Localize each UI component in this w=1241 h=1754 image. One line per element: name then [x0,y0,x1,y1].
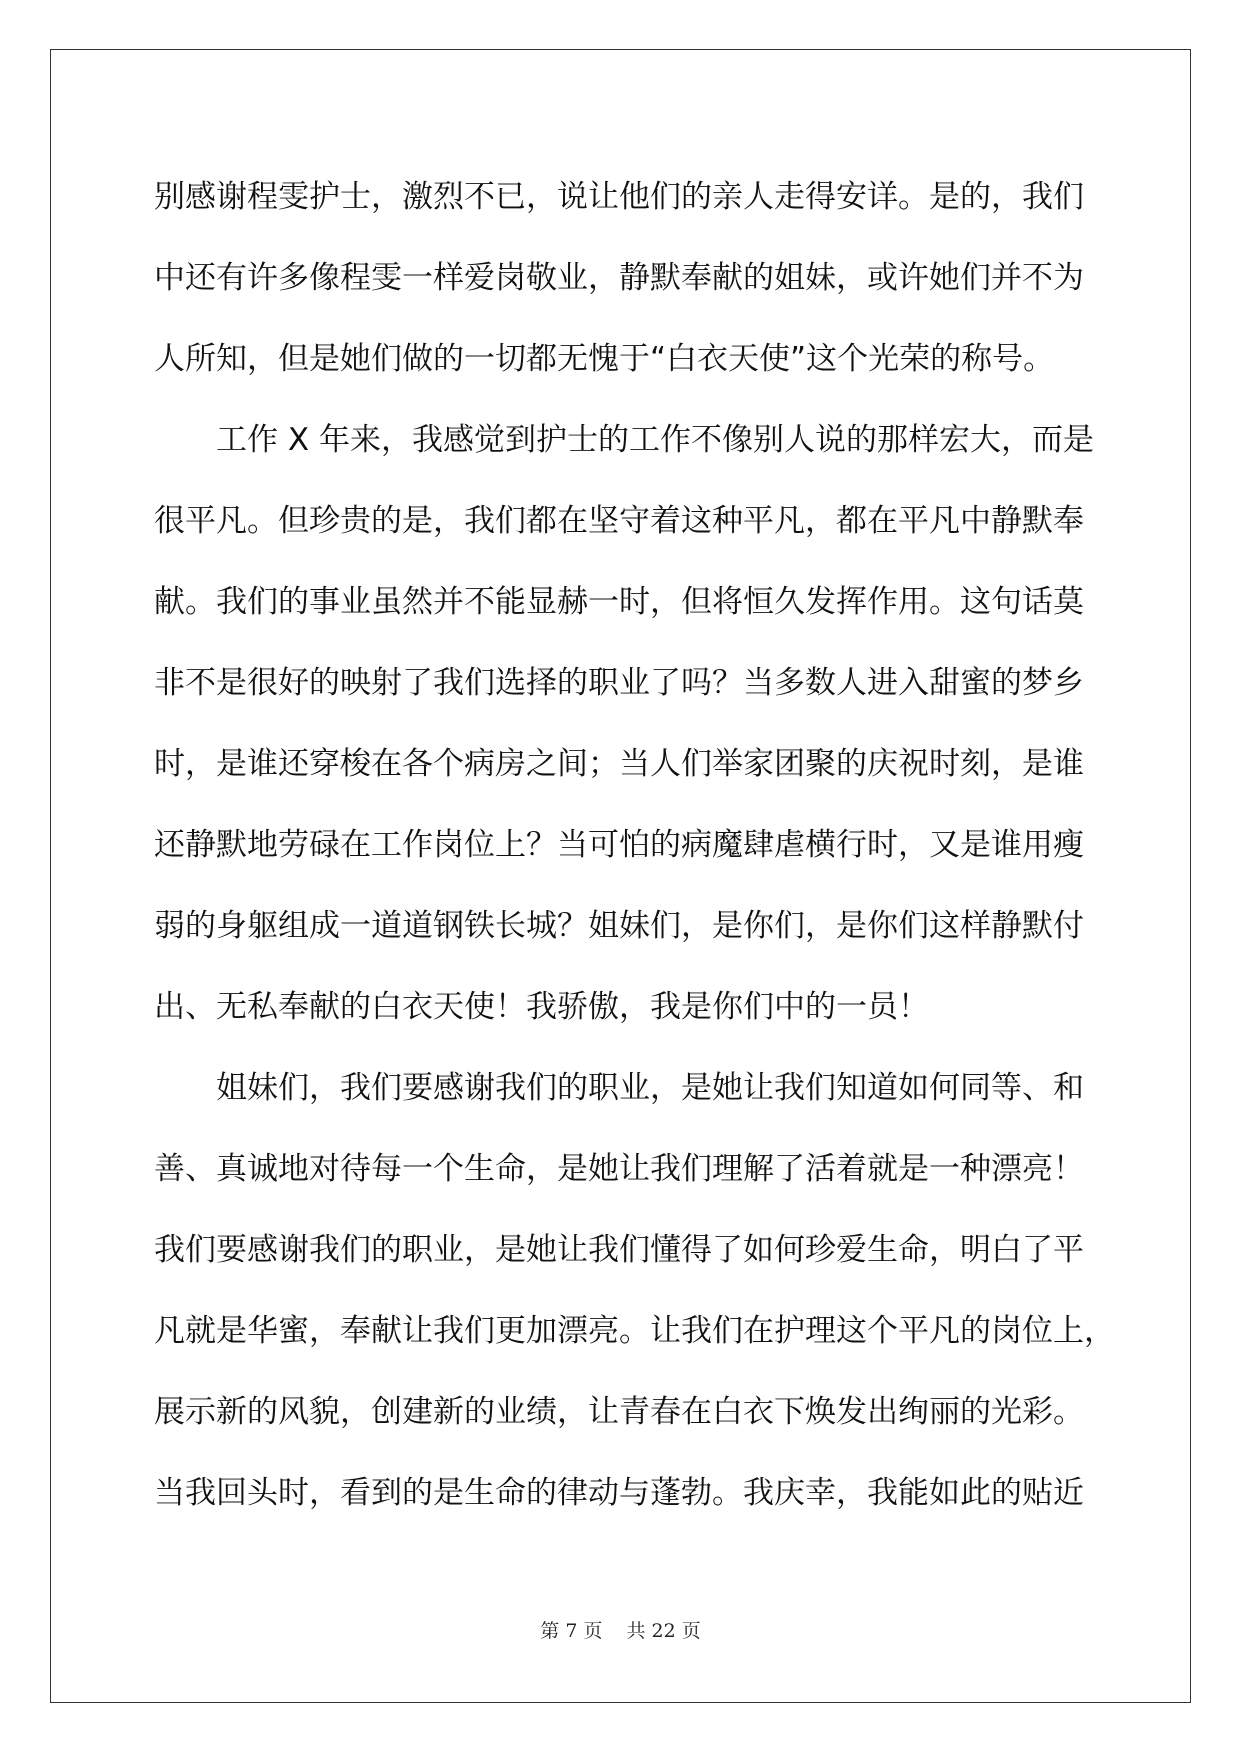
page-number: 第 7 页 [540,1620,603,1642]
text-line: 工作 X 年来，我感觉到护士的工作不像别人说的那样宏大，而是 [154,422,1094,458]
text-line: 当我回头时，看到的是生命的律动与蓬勃。我庆幸，我能如此的贴近 [154,1475,1084,1511]
text-line: 很平凡。但珍贵的是，我们都在坚守着这种平凡，都在平凡中静默奉 [154,503,1084,539]
text-line: 献。我们的事业虽然并不能显赫一时，但将恒久发挥作用。这句话莫 [154,584,1084,620]
body-text [154,157,1115,1534]
text-line: 姐妹们，我们要感谢我们的职业，是她让我们知道如何同等、和 [154,1070,1084,1106]
text-line: 弱的身躯组成一道道钢铁长城？姐妹们，是你们，是你们这样静默付 [154,908,1084,944]
text-line: 凡就是华蜜，奉献让我们更加漂亮。让我们在护理这个平凡的岗位上， [154,1313,1115,1349]
text-line: 还静默地劳碌在工作岗位上？当可怕的病魔肆虐横行时，又是谁用瘦 [154,827,1084,863]
text-line: 我们要感谢我们的职业，是她让我们懂得了如何珍爱生命，明白了平 [154,1232,1084,1268]
text-line: 人所知，但是她们做的一切都无愧于“白衣天使”这个光荣的称号。 [154,341,1055,377]
text-line: 别感谢程雯护士，激烈不已，说让他们的亲人走得安详。是的，我们 [154,179,1084,215]
text-line: 非不是很好的映射了我们选择的职业了吗？当多数人进入甜蜜的梦乡 [154,665,1084,701]
text-line: 展示新的风貌，创建新的业绩，让青春在白衣下焕发出绚丽的光彩。 [154,1394,1084,1430]
page-footer [0,1616,1241,1643]
text-line: 时，是谁还穿梭在各个病房之间；当人们举家团聚的庆祝时刻，是谁 [154,746,1084,782]
text-line: 出、无私奉献的白衣天使！我骄傲，我是你们中的一员！ [154,989,929,1025]
text-line: 中还有许多像程雯一样爱岗敬业，静默奉献的姐妹，或许她们并不为 [154,260,1084,296]
page-total: 共 22 页 [626,1620,701,1642]
text-line: 善、真诚地对待每一个生命，是她让我们理解了活着就是一种漂亮！ [154,1151,1084,1187]
